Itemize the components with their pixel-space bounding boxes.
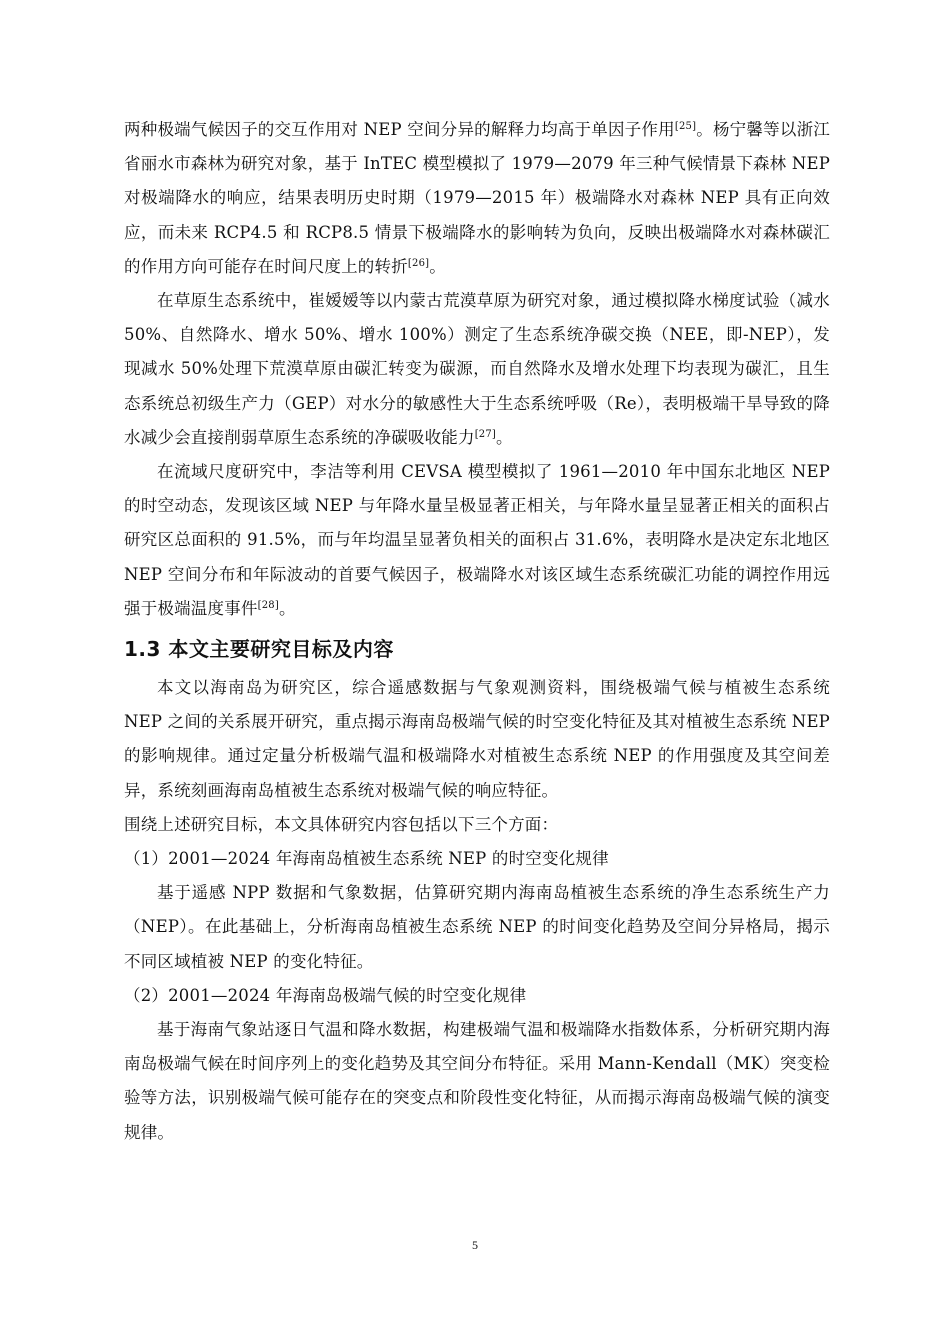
item-2-body: 基于海南气象站逐日气温和降水数据，构建极端气温和极端降水指数体系，分析研究期内海南岛极端气候在时间序列上的变化趋势及其空间分布特征。采用 Mann-Kendall（MK）突变检验等方法，识别极端气候可能存在的突变点和阶段性变化特征，从而揭示海南岛极端气候的演变规律。: [124, 1020, 830, 1142]
paragraph-text: 在草原生态系统中，崔嫒嫒等以内蒙古荒漠草原为研究对象，通过模拟降水梯度试验（减水 50%、自然降水、增水 50%、增水 100%）测定了生态系统净碳交换（NEE，即-NEP），发现减水 50%处理下荒漠草原由碳汇转变为碳源，而自然降水及增水处理下均表现为碳汇，且生态系统总初级生产力（GEP）对水分的敏感性大于生态系统呼吸（Re），表明极端干旱导致的降水减少会直接削弱草原生态系统的净碳吸收能力: [124, 291, 830, 447]
paragraph-basin: [124, 455, 830, 626]
citation-ref: [28]: [257, 599, 279, 611]
page-body: [124, 113, 830, 1150]
paragraph-end: 。: [496, 427, 513, 447]
citation-ref: [27]: [474, 428, 497, 440]
paragraph-forest-nep: [124, 113, 830, 284]
paragraph-grassland: [124, 284, 830, 455]
section-intro: 本文以海南岛为研究区，综合遥感数据与气象观测资料，围绕极端气候与植被生态系统 NEP 之间的关系展开研究，重点揭示海南岛极端气候的时空变化特征及其对植被生态系统 NEP 的影响规律。通过定量分析极端气温和极端降水对植被生态系统 NEP 的作用强度及其空间差异，系统刻画海南岛植被生态系统对极端气候的响应特征。: [124, 678, 830, 800]
citation-ref: [26]: [407, 257, 430, 269]
citation-ref: [25]: [674, 121, 697, 132]
item-2-title: （2）2001—2024 年海南岛极端气候的时空变化规律: [124, 985, 527, 1005]
paragraph-text: 。杨宁馨等以浙江省丽水市森林为研究对象，基于 InTEC 模型模拟了 1979—2079 年三种气候情景下森林 NEP 对极端降水的响应，结果表明历史时期（1979—2015 年）极端降水对森林 NEP 具有正向效应，而未来 RCP4.5 和 RCP8.5 情景下极端降水的影响转为负向，反映出极端降水对森林碳汇的作用方向可能存在时间尺度上的转折: [124, 120, 831, 276]
item-1-body: 基于遥感 NPP 数据和气象数据，估算研究期内海南岛植被生态系统的净生态系统生产力（NEP）。在此基础上，分析海南岛植被生态系统 NEP 的时间变化趋势及空间分异格局，揭示不同区域植被 NEP 的变化特征。: [124, 883, 830, 971]
paragraph-text: 两种极端气候因子的交互作用对 NEP 空间分异的解释力均高于单因子作用: [124, 120, 675, 139]
paragraph-text: 在流域尺度研究中，李洁等利用 CEVSA 模型模拟了 1961—2010 年中国东北地区 NEP 的时空动态，发现该区域 NEP 与年降水量呈极显著正相关，与年降水量呈显著正相关的面积占研究区总面积的 91.5%，而与年均温呈显著负相关的面积占 31.6%，表明降水是决定东北地区 NEP 空间分布和年际波动的首要气候因子，极端降水对该区域生态系统碳汇功能的调控作用远强于极端温度事件: [124, 462, 830, 618]
paragraph-end: 。: [429, 256, 446, 276]
section-heading: 1.3 本文主要研究目标及内容: [124, 637, 394, 662]
item-1-title: （1）2001—2024 年海南岛植被生态系统 NEP 的时空变化规律: [124, 849, 609, 869]
page-number: 5: [472, 1238, 478, 1252]
paragraph-end: 。: [278, 598, 296, 618]
section-intro-2: 围绕上述研究目标，本文具体研究内容包括以下三个方面：: [124, 814, 559, 834]
